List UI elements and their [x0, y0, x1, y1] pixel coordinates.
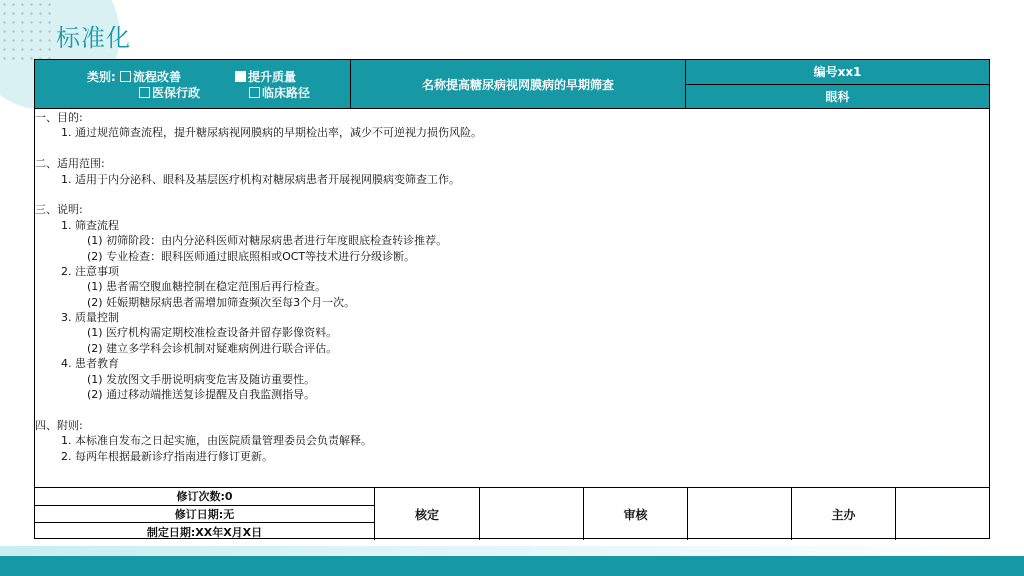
- content-line: 3. 质量控制: [61, 311, 119, 325]
- content-line: (2) 专业检查：眼科医师通过眼底照相或OCT等技术进行分级诊断。: [87, 249, 416, 263]
- form-footer: [35, 487, 989, 540]
- lead-signature-field[interactable]: [896, 488, 989, 540]
- form-header: [35, 60, 989, 108]
- lead-label: 主办: [792, 488, 896, 540]
- code-dept-cell: [686, 60, 989, 108]
- department: 眼科: [686, 85, 989, 109]
- decorative-dot-grid: [0, 0, 55, 60]
- content-line: (1) 初筛阶段：由内分泌科医师对糖尿病患者进行年度眼底检查转诊推荐。: [87, 234, 448, 248]
- content-line: 三、说明:: [35, 203, 83, 217]
- standard-document-form: [34, 59, 990, 539]
- checkbox-checked-icon: [235, 71, 246, 82]
- category-option-insurance[interactable]: 医保行政: [139, 86, 200, 100]
- checkbox-icon: [120, 71, 131, 82]
- content-line: (2) 建立多学科会诊机制对疑难病例进行联合评估。: [87, 341, 338, 355]
- check-label: 核定: [375, 488, 480, 540]
- blank-line: [35, 187, 989, 202]
- document-body: [35, 110, 989, 464]
- revision-count: 修订次数:0: [176, 490, 233, 504]
- category-label: 类别:: [87, 70, 116, 84]
- content-line: 1. 适用于内分泌科、眼科及基层医疗机构对糖尿病患者开展视网膜病变筛查工作。: [61, 172, 460, 186]
- content-line: (1) 医疗机构需定期校准检查设备并留存影像资料。: [87, 326, 338, 340]
- checkbox-icon: [139, 87, 150, 98]
- content-line: 一、目的:: [35, 111, 83, 124]
- blank-line: [35, 141, 989, 156]
- category-cell: [35, 60, 351, 108]
- category-option-quality[interactable]: 提升质量: [235, 70, 296, 84]
- content-line: (2) 妊娠期糖尿病患者需增加筛查频次至每3个月一次。: [87, 295, 356, 309]
- content-line: 四、附则:: [35, 418, 83, 432]
- content-line: 二、适用范围:: [35, 157, 105, 171]
- header-divider: [35, 108, 989, 109]
- content-line: 4. 患者教育: [61, 357, 119, 371]
- revision-date: 修订日期:无: [35, 505, 374, 523]
- review-signature-field[interactable]: [688, 488, 792, 540]
- created-date: 制定日期:XX年X月X日: [35, 522, 374, 540]
- review-label: 审核: [584, 488, 688, 540]
- category-option-process[interactable]: 流程改善: [120, 70, 181, 84]
- content-line: 2. 注意事项: [61, 264, 119, 278]
- content-line: 1. 通过规范筛查流程，提升糖尿病视网膜病的早期检出率，减少不可逆视力损伤风险。: [61, 126, 482, 140]
- blank-line: [35, 402, 989, 417]
- revision-info: [35, 488, 375, 540]
- checkbox-icon: [249, 87, 260, 98]
- content-line: 1. 本标准自发布之日起实施，由医院质量管理委员会负责解释。: [61, 434, 372, 448]
- check-signature-field[interactable]: [480, 488, 584, 540]
- decorative-band: [0, 556, 1024, 576]
- content-line: 1. 筛查流程: [61, 218, 119, 232]
- page-title: 标准化: [56, 24, 131, 52]
- content-line: (2) 通过移动端推送复诊提醒及自我监测指导。: [87, 388, 316, 402]
- document-name: 名称提高糖尿病视网膜病的早期筛查: [351, 60, 686, 108]
- content-line: 2. 每两年根据最新诊疗指南进行修订更新。: [61, 449, 273, 463]
- content-line: (1) 患者需空腹血糖控制在稳定范围后再行检查。: [87, 280, 327, 294]
- category-option-clinical-path[interactable]: 临床路径: [249, 86, 310, 100]
- document-code: 编号xx1: [686, 60, 989, 85]
- content-line: (1) 发放图文手册说明病变危害及随访重要性。: [87, 372, 316, 386]
